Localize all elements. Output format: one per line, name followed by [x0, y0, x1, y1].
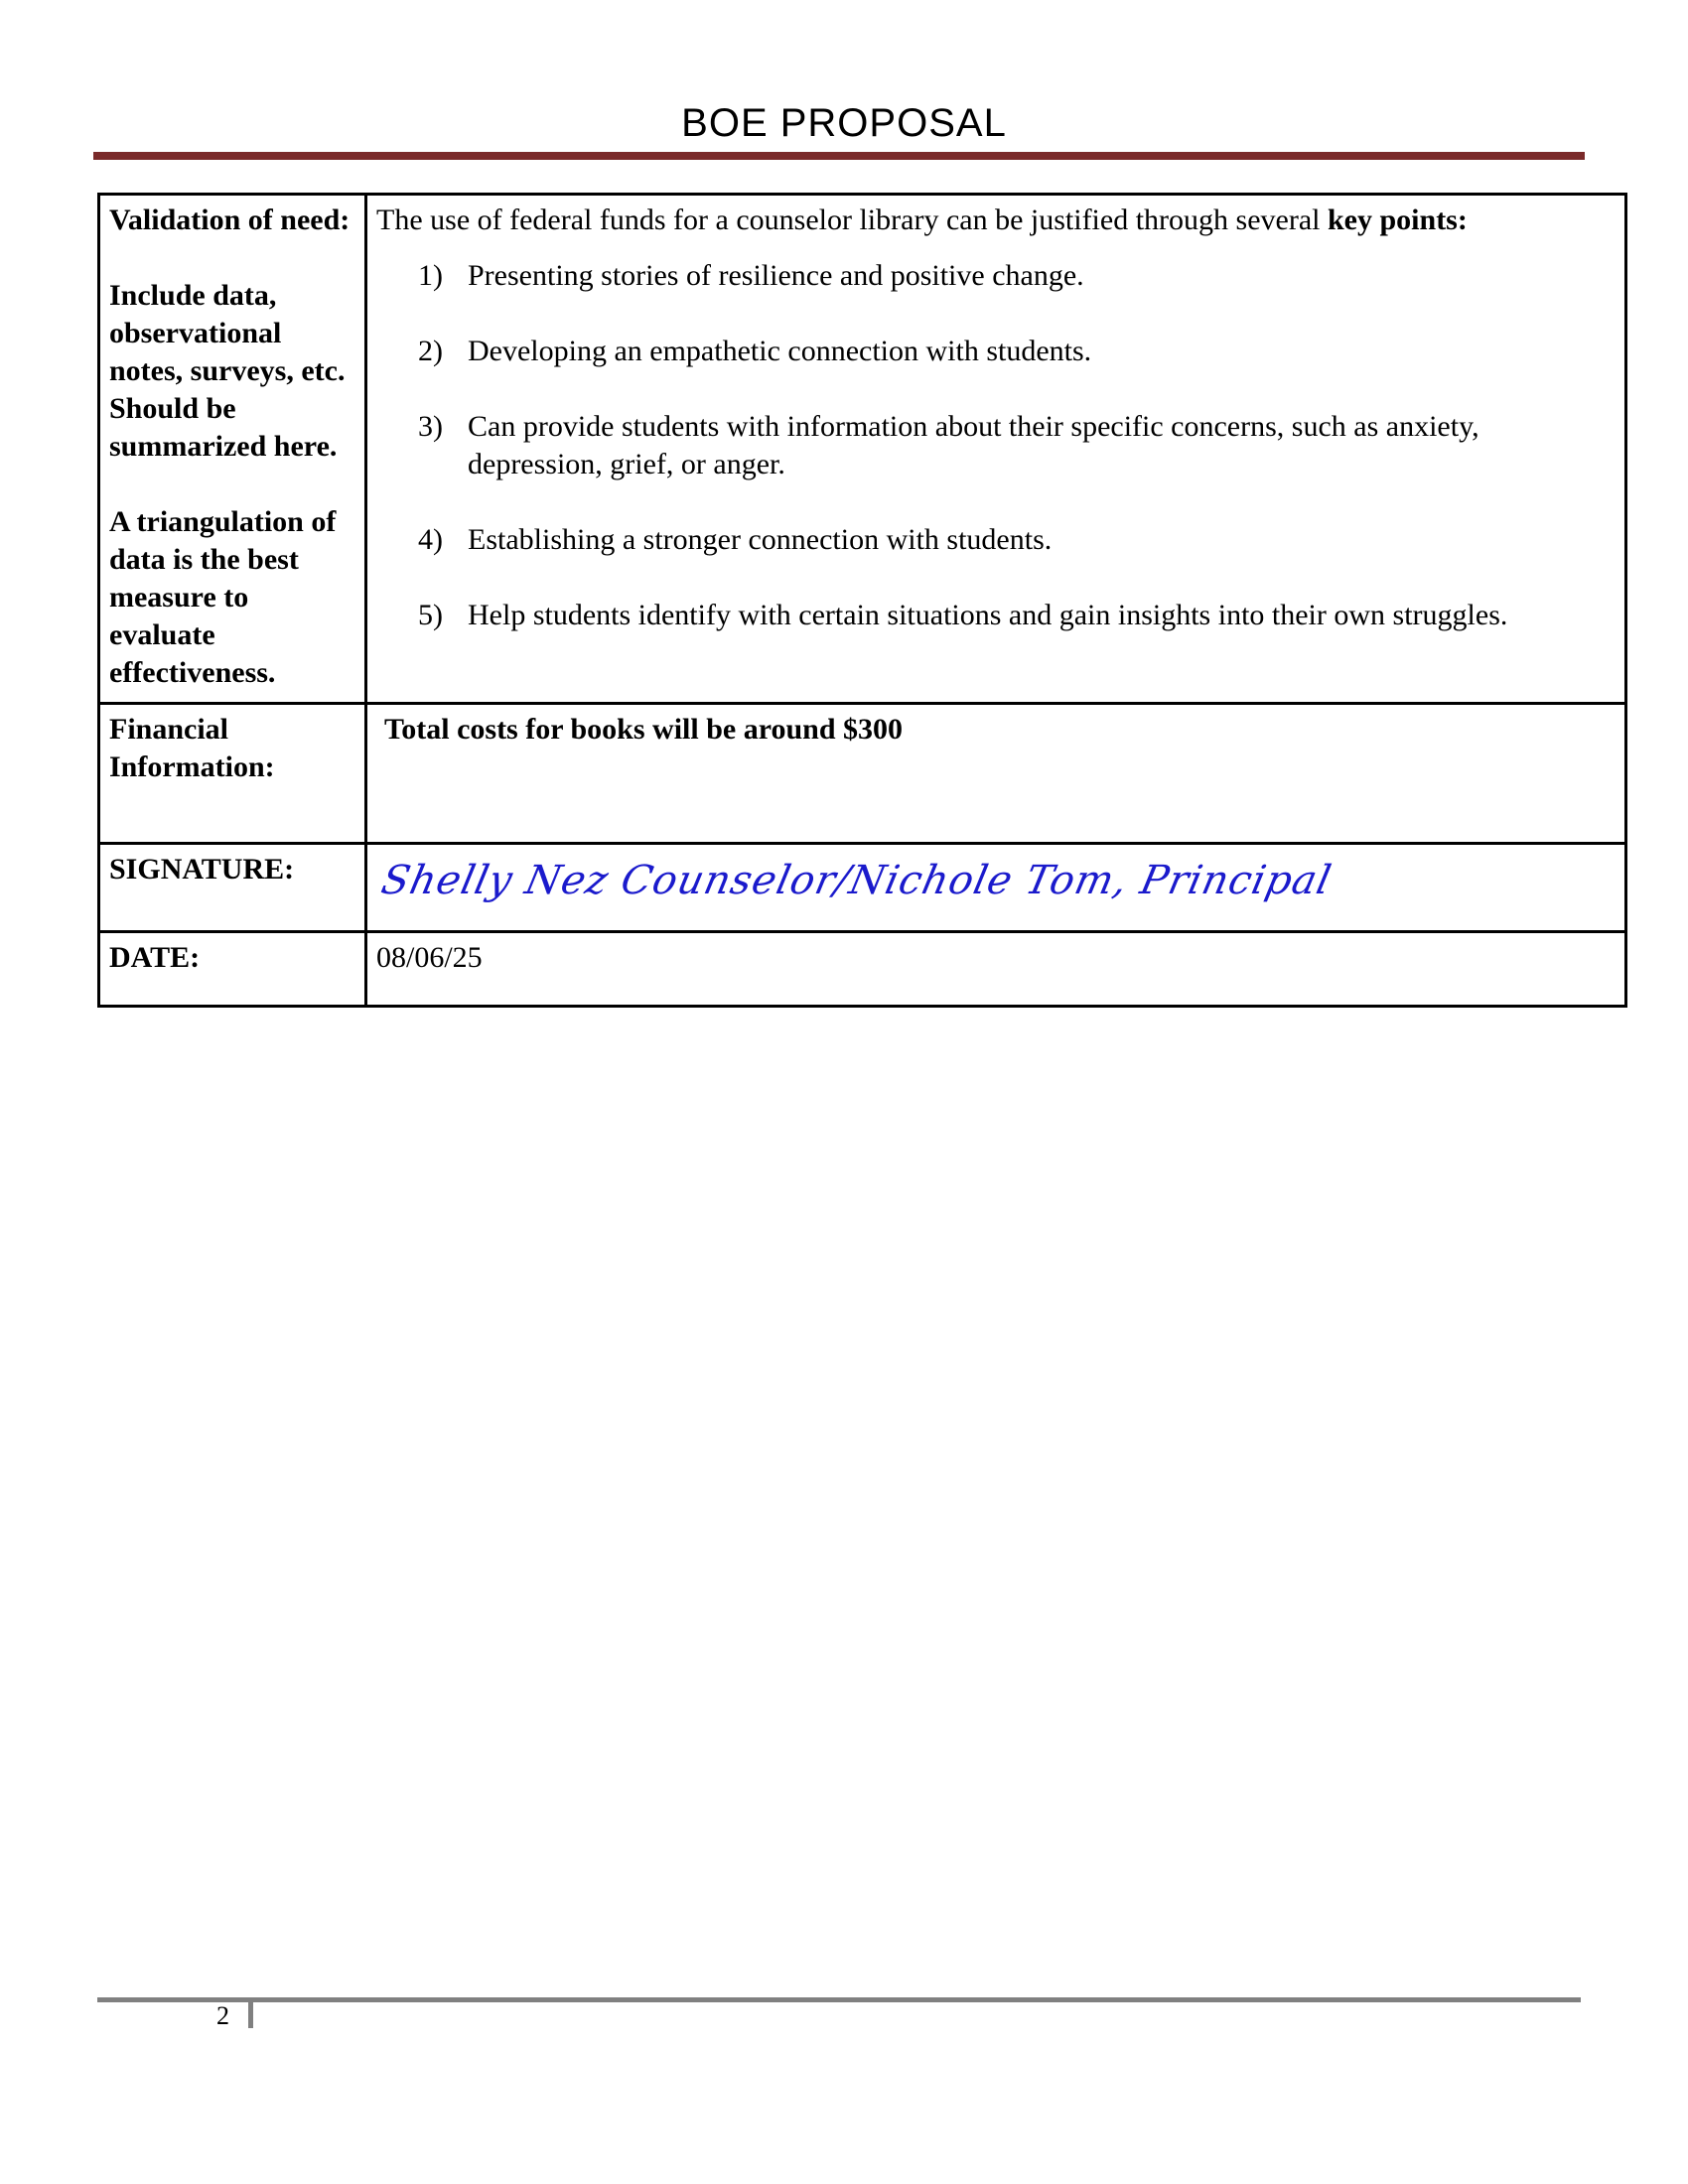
financial-content-cell	[366, 704, 1626, 844]
list-item-text: Developing an empathetic connection with students.	[468, 335, 1092, 367]
validation-note: A triangulation of data is the best measure to evaluate effectiveness.	[109, 505, 337, 689]
proposal-table	[97, 193, 1627, 1008]
list-number: 4)	[418, 523, 443, 556]
validation-row	[99, 195, 1626, 704]
signature-cell	[366, 844, 1626, 932]
validation-label: Validation of need:	[109, 204, 351, 236]
date-label: DATE:	[99, 932, 366, 1007]
validation-intro	[376, 202, 1616, 239]
list-item	[418, 408, 1616, 483]
list-item-text: Help students identify with certain situations and gain insights into their own struggles.	[468, 599, 1508, 631]
financial-text: Total costs for books will be around $300	[384, 713, 904, 746]
financial-label: Financial Information:	[99, 704, 366, 844]
intro-text: The use of federal funds for a counselor library can be justified through several	[376, 204, 1328, 236]
key-points-list	[376, 257, 1616, 634]
signature-label: SIGNATURE:	[99, 844, 366, 932]
list-item-text: Presenting stories of resilience and positive change.	[468, 259, 1084, 292]
intro-emphasis: key points:	[1327, 204, 1468, 236]
date-value: 08/06/25	[366, 932, 1626, 1007]
title-divider	[93, 152, 1585, 160]
page-title: BOE PROPOSAL	[681, 101, 1007, 145]
list-number: 2)	[418, 335, 443, 367]
list-number: 5)	[418, 599, 443, 631]
list-item	[418, 333, 1616, 370]
validation-instructions: Include data, observational notes, surveys, etc. Should be summarized here.	[109, 279, 346, 463]
page-number: 2	[216, 2001, 229, 2030]
list-item-text: Establishing a stronger connection with students.	[468, 523, 1053, 556]
list-item	[418, 257, 1616, 295]
footer-divider	[97, 1997, 1581, 2002]
list-number: 3)	[418, 410, 443, 443]
validation-content-cell	[366, 195, 1626, 704]
handwritten-signature: Shelly Nez Counselor/Nichole Tom, Principal	[377, 858, 1336, 903]
signature-row	[99, 844, 1626, 932]
page-number-bar	[248, 2002, 253, 2028]
date-row	[99, 932, 1626, 1007]
financial-row	[99, 704, 1626, 844]
validation-label-cell	[99, 195, 366, 704]
list-item-text: Can provide students with information about their specific concerns, such as anxiety, depression, grief, or anger.	[468, 410, 1479, 480]
list-item	[418, 521, 1616, 559]
list-number: 1)	[418, 259, 443, 292]
list-item	[418, 597, 1616, 634]
